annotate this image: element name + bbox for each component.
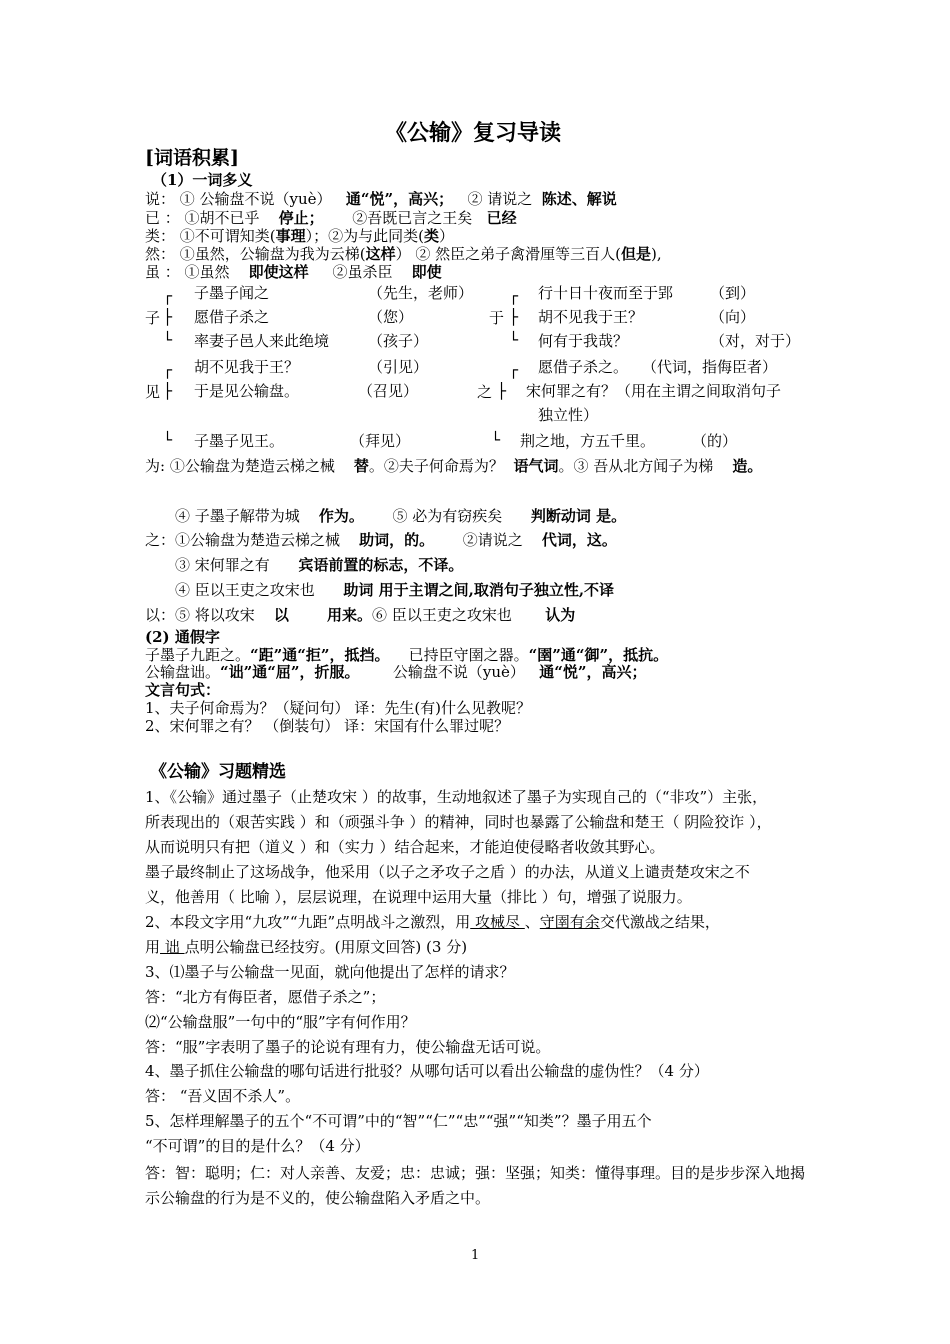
- q1-line-1: 1、《公输》通过墨子（止楚攻宋 ）的故事，生动地叙述了墨子为实现自己的（“非攻”）主张，: [145, 788, 768, 806]
- bracket-top-icon: ┌: [163, 287, 173, 305]
- yu-example-3: 何有于我哉？: [538, 332, 629, 350]
- zi-meaning-2: （您）: [368, 308, 414, 326]
- subheading-polysemy: （1）一词多义: [152, 171, 253, 189]
- q1-line-5: 义，他善用（ 比喻 ），层层说理，在说理中运用大量（排比 ）句，增强了说服力。: [145, 888, 692, 906]
- tongjia-line-2: 公输盘诎。“诎”通“屈”，折服。 公输盘不说（yuè） 通“悦”，高兴；: [145, 663, 647, 681]
- wei-line-1: 为: ①公输盘为楚造云梯之械 替。②夫子何命焉为？ 语气词。③ 吾从北方闻子为梯 造。: [145, 457, 763, 475]
- q5-question-1: 5、怎样理解墨子的五个“不可谓”中的“智”“仁”“忠”“强”“知类”？墨子用五个: [145, 1112, 652, 1130]
- zhi-bracket-label: 之: [477, 383, 493, 401]
- yu-label: 于: [489, 309, 505, 327]
- bracket-top-icon: ┌: [509, 287, 519, 305]
- yi3-line: 以：⑤ 将以攻宋 以 用来。⑥ 臣以王吏之攻宋也 认为: [145, 606, 576, 624]
- bracket-bottom-icon: └: [163, 431, 173, 449]
- yu-example-2: 胡不见我于王？: [538, 308, 644, 326]
- bracket-top-icon: ┌: [163, 361, 173, 379]
- zhi-example-2: 宋何罪之有？（用在主谓之间取消句子: [526, 382, 782, 400]
- jian-example-3: 子墨子见王。: [194, 432, 285, 450]
- page-title: 《公输》复习导读: [385, 120, 562, 146]
- jian-meaning-1: （引见）: [368, 358, 429, 376]
- yu-example-1: 行十日十夜而至于郢: [538, 284, 674, 302]
- subheading-sentence-patterns: 文言句式：: [145, 681, 221, 699]
- q5-answer-1: 答：智：聪明；仁：对人亲善、友爱；忠：忠诚；强：坚强；知类：懂得事理。目的是步步深入地揭: [145, 1164, 806, 1182]
- section-heading-vocabulary: [词语积累]: [145, 147, 239, 169]
- zhi-example-2-cont: 独立性）: [538, 406, 599, 424]
- zhi-line-1: 之：①公输盘为楚造云梯之械 助词，的。 ②请说之 代词，这。: [145, 531, 617, 549]
- bracket-mid-icon: ├: [163, 382, 173, 400]
- jian-example-1: 胡不见我于王？: [194, 358, 300, 376]
- subheading-tongjiazi: (2) 通假字: [145, 628, 220, 646]
- q5-answer-2: 示公输盘的行为是不义的，使公输盘陷入矛盾之中。: [145, 1189, 491, 1207]
- q3-answer-1: 答：“北方有侮臣者，愿借子杀之”；: [145, 988, 386, 1006]
- q5-question-2: “不可谓”的目的是什么？（4 分）: [145, 1137, 370, 1155]
- sentence-pattern-2: 2、宋何罪之有？ （倒装句） 译：宋国有什么罪过呢？: [145, 717, 510, 735]
- ran-line: 然： ①虽然，公输盘为我为云梯(这样） ② 然臣之弟子禽滑厘等三百人(但是),: [145, 245, 662, 263]
- bracket-bottom-icon: └: [163, 331, 173, 349]
- q3-question-2: ⑵“公输盘服”一句中的“服”字有何作用？: [145, 1013, 416, 1031]
- bracket-bottom-icon: └: [509, 331, 519, 349]
- jian-label: 见: [145, 383, 161, 401]
- q4-answer: 答： “吾义固不杀人”。: [145, 1087, 301, 1105]
- bracket-mid-icon: ├: [509, 308, 519, 326]
- q1-line-3: 从而说明只有把（道义 ）和（实力 ）结合起来，才能迫使侵略者收敛其野心。: [145, 838, 665, 856]
- zi-meaning-1: （先生，老师）: [368, 284, 474, 302]
- zhi-line-2: ③ 宋何罪之有 宾语前置的标志，不译。: [175, 556, 464, 574]
- zhi-example-3: 荆之地，方五千里。: [520, 432, 656, 450]
- zi-example-1: 子墨子闻之: [194, 284, 270, 302]
- q3-question-1: 3、⑴墨子与公输盘一见面，就向他提出了怎样的请求？: [145, 963, 515, 981]
- zhi-meaning-3: （的）: [692, 432, 738, 450]
- zi-example-2: 愿借子杀之: [194, 308, 270, 326]
- wei-line-2: ④ 子墨子解带为城 作为。 ⑤ 必为有窃疾矣 判断动词 是。: [175, 507, 627, 525]
- page-number: 1: [471, 1248, 480, 1263]
- yu-meaning-3: （对，对于）: [710, 332, 801, 350]
- shuo-line: 说： ① 公输盘不说（yuè） 通“悦”，高兴； ② 请说之 陈述、解说: [145, 190, 617, 208]
- zi-example-3: 率妻子邑人来此绝境: [194, 332, 330, 350]
- bracket-top-icon: ┌: [509, 361, 519, 379]
- q2-line-1: 2、本段文字用“九攻”“九距”点明战斗之激烈，用 攻械尽 、守圉有余交代激战之结果，: [145, 913, 720, 931]
- yu-meaning-1: （到）: [710, 284, 756, 302]
- q3-answer-2: 答：“服”字表明了墨子的论说有理有力，使公输盘无话可说。: [145, 1038, 551, 1056]
- zi-label: 子: [145, 309, 161, 327]
- q1-line-4: 墨子最终制止了这场战争，他采用（以子之矛攻子之盾 ）的办法，从道义上谴责楚攻宋之不: [145, 863, 750, 881]
- bracket-bottom-icon: └: [491, 431, 501, 449]
- q4-question: 4、墨子抓住公输盘的哪句话进行批驳？从哪句话可以看出公输盘的虚伪性？（4 分）: [145, 1062, 709, 1080]
- lei-line: 类： ①不可谓知类(事理）；②为与此同类(类）: [145, 227, 455, 245]
- tongjia-line-1: 子墨子九距之。“距”通“拒”，抵挡。 已持臣守圉之器。“圉”通“御”，抵抗。: [145, 646, 669, 664]
- q2-line-2: 用 诎 点明公输盘已经技穷。(用原文回答) (3 分): [145, 938, 468, 956]
- sentence-pattern-1: 1、夫子何命焉为？（疑问句） 译：先生(有)什么见教呢？: [145, 699, 532, 717]
- q1-line-2: 所表现出的（艰苦实践 ）和（顽强斗争 ）的精神，同时也暴露了公输盘和楚王（ 阴险狡诈 ），: [145, 813, 772, 831]
- jian-meaning-2: （召见）: [358, 382, 419, 400]
- zhi-line-3: ④ 臣以王吏之攻宋也 助词 用于主谓之间,取消句子独立性,不译: [175, 581, 615, 599]
- jian-example-2: 于是见公输盘。: [194, 382, 300, 400]
- yu-meaning-2: （向）: [710, 308, 756, 326]
- sui-line: 虽 ： ①虽然 即使这样 ②虽杀臣 即使: [145, 263, 442, 281]
- jian-meaning-3: （拜见）: [350, 432, 411, 450]
- yi-line: 已 ： ①胡不已乎 停止； ②吾既已言之王矣 已经: [145, 209, 517, 227]
- zhi-meaning-1: （代词，指侮臣者）: [642, 358, 778, 376]
- section-heading-exercises: 《公输》习题精选: [150, 762, 286, 782]
- zi-meaning-3: （孩子）: [368, 332, 429, 350]
- bracket-mid-icon: ├: [163, 308, 173, 326]
- zhi-example-1: 愿借子杀之。: [538, 358, 629, 376]
- bracket-mid-icon: ├: [497, 382, 507, 400]
